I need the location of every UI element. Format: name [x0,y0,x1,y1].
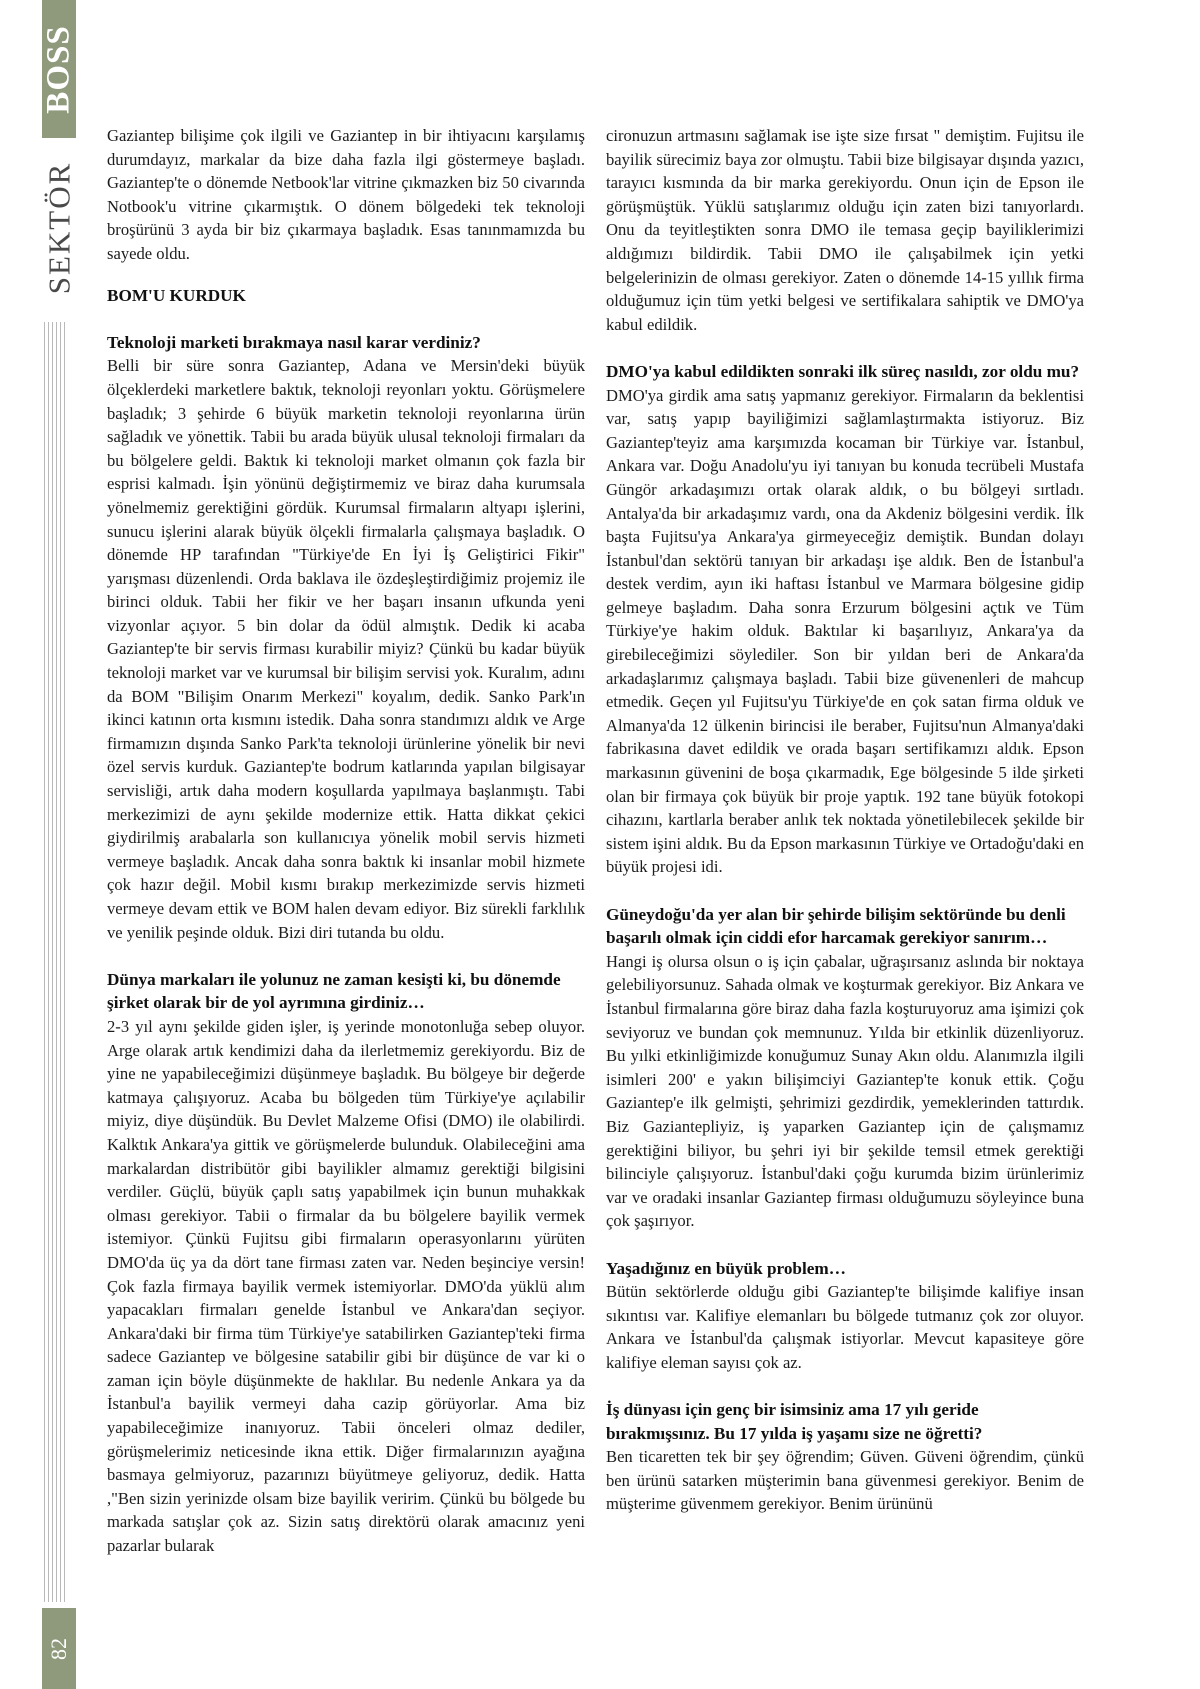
answer-paragraph: 2-3 yıl aynı şekilde giden işler, iş yerinde monotonluğa sebep oluyor. Arge olarak artık kendimizi daha da ilerletmemiz gerekiyordu. Biz de yine ne yapabileceğimizi düşünmeye başladık. Bu bölgeye bir değerde katmaya çalışıyoruz. Acaba bu bölgeden tüm Türkiye'ye açılabilir miyiz, diye düşündük. Bu Devlet Malzeme Ofisi (DMO) ile olabilirdi. Kalktık Ankara'ya gittik ve görüşmelerde bulunduk. Olabileceğini ama markalardan distribütör gibi bayilikler almamız gerektiği bilgisini verdiler. Güçlü, büyük çaplı satış yapabilmek için bunun muhakkak olması gerekiyor. Tabii o firmalar da bu bölgelere bayilik vermek istemiyor. Çünkü Fujitsu gibi firmaların operasyonlarını yürüten DMO'da üç ya da dört tane firması zaten var. Neden beşinciye versin! Çok fazla firmaya bayilik vermek istemiyorlar. DMO'da yüklü alım yapacakları firmaları genelde İstanbul ve Ankara'dan seçiyor. Ankara'daki bir firma tüm Türkiye'ye satabilirken Gaziantep'teki firma sadece Gaziantep ve bölgesine satabilir gibi bir düşünce de var ki o zaman için böyle düşünmekte de haklılar. Bu nedenle Ankara ya da İstanbul'a bayilik vermeyi daha cazip görüyorlar. Ama biz yapabileceğimize inanıyoruz. Tabii önceleri olmaz dediler, görüşmelerimiz neticesinde ikna ettik. Diğer firmalarınızın ayağına basmaya gelmiyoruz, pazarınızı büyütmeye geliyoruz, dedik. Hatta ,"Ben sizin yerinizde olsam bize bayilik veririm. Çünkü bu bölgede bu markada satışlar çok az. Sizin satış direktörü olarak amacınız yeni pazarlar bularak [107,1016,585,1556]
answer-paragraph: Hangi iş olursa olsun o iş için çabalar, uğraşırsanız aslında bir noktaya gelebiliyorsunuz. Sahada olmak ve koşturmak gerekiyor. Biz Ankara ve İstanbul firmalarına göre biraz daha fazla koşturuyoruz ama işimizi çok seviyoruz ve bundan çok memnunuz. Yılda bir etkinlik düzenliyoruz. Bu yılki etkinliğimizde konuğumuz Sunay Akın oldu. Alanımızla ilgili isimleri 200' e yakın bilişimciyi Gaziantep'te konuk ettik. Çoğu Gaziantep'e ilk gelmişti, şehrimizi gezdirdik, yemeklerinden tattırdık. Biz Gaziantepliyiz, iş yaparken Gaziantep için de çalışmamız gerektiğini biliyor, bu şehri iyi bir şekilde temsil etmek gerektiği bilinciyle çalışıyoruz. İstanbul'daki çoğu kurumda bizim ürünlerimiz var ve oradaki insanlar Gaziantep firması olduğumuzu söyleyince buna çok şaşırıyor. [606,951,1084,1231]
sidebar-rule [44,322,45,1602]
section-heading: BOM'U KURDUK [107,285,246,305]
page-number-tab [42,1608,76,1689]
question-heading: Yaşadığınız en büyük problem… [606,1258,846,1278]
intro-paragraph: Gaziantep bilişime çok ilgili ve Gaziantep in bir ihtiyacını karşılamış durumdayız, markalar da bize daha fazla ilgi göstermeye başladı. Gaziantep'te o dönemde Netbook'lar vitrine çıkmazken biz 50 civarında Notbook'u vitrine çıkarmıştık. O dönem bölgedeki tek teknoloji broşürünü 3 ayda bir biz çıkarmaya başladık. Esas tanınmamızda bu sayede oldu. [107,126,585,263]
answer-paragraph: Bütün sektörlerde olduğu gibi Gaziantep'te bilişimde kalifiye insan sıkıntısı var. Kalifiye elemanları bu bölgede tutmanız çok zor oluyor. Ankara ve İstanbul'da çalışmak istiyorlar. Mevcut kapasiteye göre kalifiye eleman sayısı çok az. [606,1282,1084,1372]
magazine-sidebar [0,0,78,1689]
brand-tab [42,0,76,138]
question-heading: DMO'ya kabul edildikten sonraki ilk süreç nasıldı, zor oldu mu? [606,361,1080,381]
answer-paragraph: Ben ticaretten tek bir şey öğrendim; Güven. Güveni öğrendim, çünkü ben ürünü satarken müşterimin bana güvenmesi gerekiyor. Benim de müşterime güvenmem gerekiyor. Benim ürününü [606,1447,1084,1514]
answer-paragraph: Belli bir süre sonra Gaziantep, Adana ve Mersin'deki büyük ölçeklerdeki marketlere baktık, teknoloji reyonları yoktu. Görüşmelere başladık; 3 şehirde 6 büyük marketin teknoloji reyonlarına ürün sağladık ve yönettik. Tabii bu arada büyük ulusal teknoloji firmaları da bu bölgelere geldi. Baktık ki teknoloji market olmanın çok fazla bir esprisi kalmadı. İşin yönünü değiştirmemiz ve biraz daha kurumsala yönelmemiz gerektiğini gördük. Kurumsal firmaların altyapı işlerini, sunucu işlerini alarak büyük ölçekli firmalarla çalışmaya başladık. O dönemde HP tarafından "Türkiye'de En İyi İş Geliştirici Fikir" yarışması düzenlendi. Orda baklava ile özdeşleştirdiğimiz projemiz ile birinci olduk. Tabii her fikir ve her başarı insanın ufkunda yeni vizyonlar açıyor. 5 bin dolar da ödül almıştık. Dedik ki acaba Gaziantep'te bir servis firması kurabilir miyiz? Çünkü bu kadar büyük teknoloji market var ve kurumsal bir bilişim servisi yok. Kuralım, adını da BOM "Bilişim Onarım Merkezi" koyalım, dedik. Sanko Park'ın ikinci katının orta kısmını istedik. Daha sonra standımızı aldık ve Arge firmamızın dışında Sanko Park'ta teknoloji ürünlerine yönelik bir nevi özel servis kurduk. Gaziantep'te bodrum katlarında yapılan bilgisayar servisliği, artık daha modern koşullarda yapılmaya başlanmıştı. Tabi merkezimizi de aynı şekilde modernize ettik. Hatta dikkat çekici giydirilmiş arabalarla son kullanıcıya yönelik mobil servis hizmeti vermeye başladık. Ancak daha sonra baktık ki insanlar mobil hizmete çok hazır değil. Mobil kısmı bırakıp merkezimizde servis hizmeti vermeye devam ettik ve BOM halen devam ediyor. Biz sürekli farklılık ve yenilik peşinde olduk. Bizi diri tutanda bu oldu. [107,356,585,942]
section-label-wrap [42,140,76,315]
page-number: 82 [46,1637,71,1660]
question-heading: Teknoloji marketi bırakmaya nasıl karar verdiniz? [107,332,481,352]
left-column [107,124,585,1558]
section-label: SEKTÖR [41,161,77,294]
sidebar-rule [56,322,57,1602]
sidebar-rule [48,322,49,1602]
right-column [606,124,1084,1516]
question-heading: Dünya markaları ile yolunuz ne zaman kesişti ki, bu dönemde şirket olarak bir de yol ayrımına girdiniz… [107,969,561,1013]
sidebar-rule [52,322,53,1602]
question-heading: Güneydoğu'da yer alan bir şehirde bilişim sektöründe bu denli başarılı olmak için ciddi efor harcamak gerekiyor sanırım… [606,904,1066,948]
sidebar-rule [60,322,61,1602]
sidebar-rule [64,322,65,1602]
question-heading: İş dünyası için genç bir isimsiniz ama 17 yılı geride bırakmışsınız. Bu 17 yılda iş yaşamı size ne öğretti? [606,1400,983,1443]
continued-paragraph: cironuzun artmasını sağlamak ise işte size fırsat " demiştim. Fujitsu ile bayilik sürecimiz baya zor olmuştu. Tabii bize bilgisayar dışında yazıcı, tarayıcı kısmında da bir marka gerekiyordu. Onun için de Epson ile görüşmüştük. Yüklü satışlarımız olduğu için zaten bizi tanıyorlardı. Onu da teyitleştikten sonra DMO ile temasa geçip bayiliklerimizi aldığımızı bildirdik. Tabii DMO ile çalışabilmek için yetki belgelerinizin de olması gerekiyor. Zaten o dönemde 14-15 yıllık firma olduğumuz için tüm yetki belgesi ve sertifikalara sahiptik ve DMO'ya kabul edildik. [606,126,1084,334]
brand-logo: BOSS [40,24,77,114]
answer-paragraph: DMO'ya girdik ama satış yapmanız gerekiyor. Firmaların da beklentisi var, satış yapıp bayiliğimizi sağlamlaştırmakta istiyoruz. Biz Gaziantep'teyiz ama karşımızda kocaman bir Türkiye var. İstanbul, Ankara var. Doğu Anadolu'yu iyi tanıyan bu konuda tecrübeli Mustafa Güngör arkadaşımızı ortak olarak aldık, o bu bölgeyi sırtladı. Antalya'da bir arkadaşımız vardı, ona da Akdeniz bölgesini verdik. İlk başta Fujitsu'ya Ankara'ya girmeyeceğiz demiştik. Bundan dolayı İstanbul'dan sektörü tanıyan bir arkadaşı işe aldık. Ben de İstanbul'a destek verdim, ayın iki haftası İstanbul ve Marmara bölgesine gidip gelmeye başladım. Daha sonra Erzurum bölgesini açtık ve Tüm Türkiye'ye hakim olduk. Baktılar ki başarılıyız, Ankara'ya da girebileceğimizi söylediler. Son bir yıldan beri de Ankara'da arkadaşlarımız çalışmaya başladı. Tabii bize güvenenleri de mahcup etmedik. Geçen yıl Fujitsu'yu Türkiye'de en çok satan firma olduk ve Almanya'da 12 ülkenin birincisi ile beraber, Fujitsu'nun Almanya'daki fabrikasına davet edildik ve orada başarı sertifikamızı aldık. Epson markasının güvenini de boşa çıkarmadık, Ege bölgesinde 5 ilde şirketi olan bir firmaya çok büyük bir proje yaptık. 192 tane büyük fotokopi cihazını, kartlarla beraber anlık tek noktada yönetilebilecek şekilde bir sistem işini aldık. Bu da Epson markasının Türkiye ve Ortadoğu'daki en büyük projesi idi. [606,385,1084,877]
